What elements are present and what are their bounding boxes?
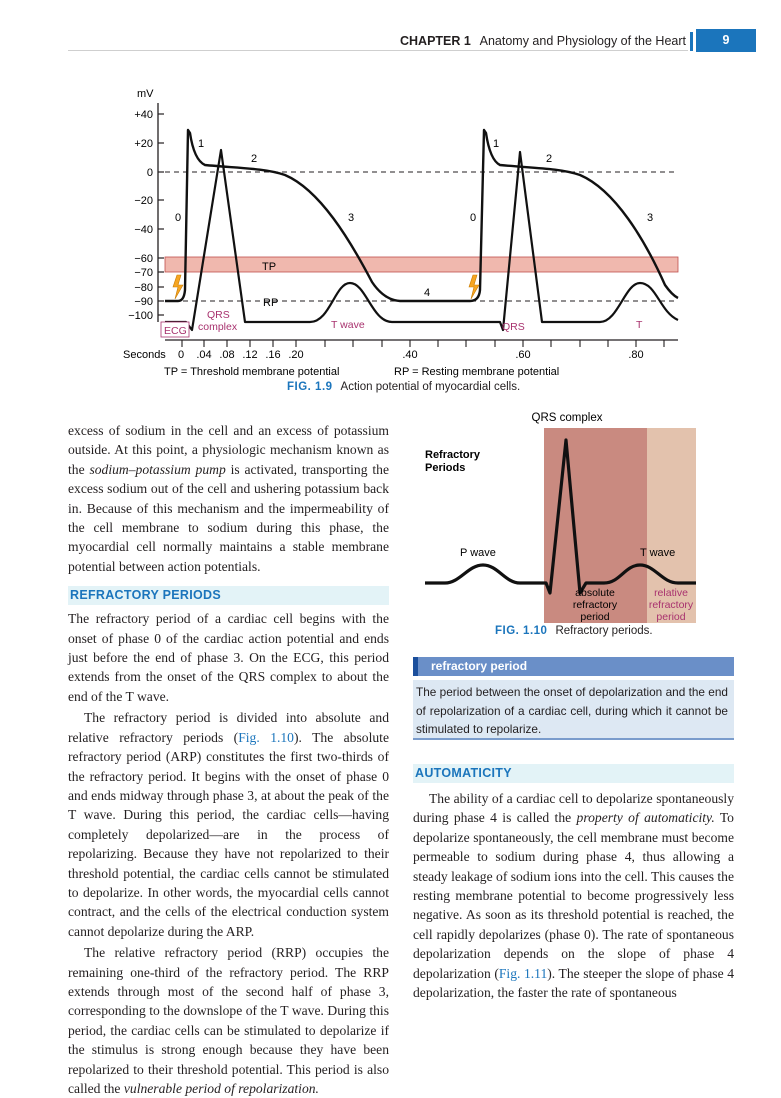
phase-label: 2: [251, 153, 258, 165]
y-axis-unit: mV: [137, 88, 154, 100]
legend-tp: TP = Threshold membrane potential: [164, 366, 340, 378]
definition-text: The period between the onset of depolarization and the end of repolarization of a cardiac cell, during which it cannot be stimulated to repolarize.: [413, 680, 734, 738]
tp-band: [165, 257, 678, 272]
absolute-label: absolute: [575, 587, 615, 599]
definition-term-text: refractory period: [431, 659, 528, 673]
text-run: The refractory period is divided into absolute and relative refractory periods (: [68, 710, 389, 745]
x-tick-label: .40: [402, 349, 418, 361]
relative-label: relative: [654, 587, 688, 599]
chapter-label: CHAPTER 1: [399, 34, 471, 48]
y-tick-marks: [158, 114, 164, 315]
legend-rp: RP = Resting membrane potential: [394, 366, 560, 378]
paragraph: The refractory period of a cardiac cell begins with the onset of phase 0 of the cardiac action potential and ends just before the end of phase 3. On the ECG, this period extends from the onset of the QRS complex to about the end of the T wave.: [68, 611, 389, 704]
paragraph: [413, 789, 734, 1002]
x-tick-label: .20: [288, 349, 304, 361]
header-rule: [68, 50, 688, 51]
x-tick-label: .80: [628, 349, 644, 361]
text-run: ). The steeper the slope of phase 4 depolarization, the faster the rate of spontaneous: [413, 965, 734, 1001]
x-tick-label: .12: [242, 349, 258, 361]
y-tick-label: 0: [146, 167, 153, 179]
emphasis: sodium–potassium pump: [89, 461, 226, 477]
y-tick-label: −80: [134, 282, 153, 294]
y-tick-label: +40: [134, 109, 153, 121]
definition-term: [413, 657, 734, 676]
figure-1-9-caption: [287, 381, 520, 393]
figure-1-9-action-potential: [0, 60, 781, 378]
phase-label: 0: [470, 212, 477, 224]
phase-label: 3: [647, 212, 654, 224]
left-column: [68, 421, 389, 1098]
emphasis: property of automaticity.: [576, 810, 715, 826]
t-wave-label: T wave: [331, 319, 365, 331]
y-tick-label: −20: [134, 195, 153, 207]
ecg-curve: [165, 150, 678, 330]
x-tick-marks: [182, 340, 664, 347]
phase-label: 0: [175, 212, 182, 224]
t-label: T: [636, 319, 643, 331]
ecg-label: ECG: [164, 325, 187, 337]
x-tick-label: .08: [219, 349, 235, 361]
paragraph: [68, 421, 389, 576]
panel-title: Refractory: [425, 449, 481, 461]
caption-text: Action potential of myocardial cells.: [340, 381, 521, 393]
caption-number: FIG. 1.10: [495, 625, 548, 637]
phase-label: 4: [424, 287, 431, 299]
y-tick-label: −40: [134, 224, 153, 236]
right-column: [413, 764, 734, 1002]
x-tick-label: .60: [515, 349, 531, 361]
section-heading: REFRACTORY PERIODS: [68, 586, 389, 605]
caption-text: Refractory periods.: [555, 625, 653, 637]
phase-label: 1: [198, 138, 205, 150]
qrs-label: QRS: [207, 309, 230, 321]
header-divider-bar: [690, 32, 693, 51]
text-run: The relative refractory period (RRP) occupies the remaining one-third of the refractory period. The RRP extends through most of the second half of phase 3, corresponding to the downslope of the T wave. During this period, the cardiac cells can be stimulated to depolarize if the stimulus is strong enough because they have been repolarized to their threshold potential. This period is also called the: [68, 945, 389, 1096]
definition-marker: [413, 657, 418, 676]
page-number: 9: [696, 29, 756, 52]
running-head: [0, 0, 781, 60]
figure-1-10-refractory-periods: [413, 404, 743, 624]
relative-label: period: [656, 611, 686, 623]
tp-label: TP: [262, 261, 277, 273]
relative-label: refractory: [648, 599, 694, 611]
qrs-complex-label: QRS complex: [531, 412, 603, 424]
definition-box: [413, 657, 734, 740]
header-text: [380, 34, 686, 48]
phase-label: 1: [493, 138, 500, 150]
text-run: is activated, transporting the excess sodium out of the cell and ushering potassium back in. Because of this mechanism and the impermeability of the cell membrane to sodium during this phase, the myocardial cell normally maintains a stable membrane potential between action potentials.: [68, 461, 389, 574]
paragraph: [68, 943, 389, 1098]
qrs-label: QRS: [502, 321, 525, 333]
y-tick-label: −70: [134, 267, 153, 279]
x-tick-label: .16: [265, 349, 281, 361]
y-tick-label: −100: [128, 310, 153, 322]
absolute-label: refractory: [572, 599, 618, 611]
x-tick-label: 0: [177, 349, 185, 361]
panel-title: Periods: [425, 462, 466, 474]
section-heading: AUTOMATICITY: [413, 764, 734, 783]
text-run: excess of sodium in the cell and an excess of potassium outside. At this point, a physiologic mechanism known as the: [68, 423, 389, 477]
t-wave-label: T wave: [640, 547, 676, 559]
absolute-label: period: [580, 611, 610, 623]
text-run: To depolarize spontaneously, the cell membrane must become permeable to sodium during phase 4, thus allowing a steady leakage of sodium ions into the cell. This causes the resting membrane potential to become progressively less negative. As soon as its threshold potential is reached, the cell rapidly depolarizes (phase 0). The rate of spontaneous depolarization depends on the slope of phase 4 depolarization (: [413, 810, 735, 981]
figure-link[interactable]: Fig. 1.10: [238, 729, 294, 745]
phase-label: 3: [348, 212, 355, 224]
action-potential-curve: [165, 130, 678, 301]
emphasis: vulnerable period of repolarization.: [123, 1081, 319, 1096]
text-run: The ability of a cardiac cell to depolarize spontaneously during phase 4 is called the: [413, 791, 734, 826]
x-axis-title: Seconds: [123, 349, 166, 361]
text-run: ). The absolute refractory period (ARP) constitutes the first two-thirds of the refractory period. It begins with the onset of phase 0 and ends midway through phase 3, at about the peak of the T wave. During this period, the cardiac cells—having completely depolarized—are in the process of repolarizing. Because they have not repolarized to their threshold potential, the cardiac cells cannot be stimulated to depolarize. In other words, the myocardial cells cannot contract, and the cells of the electrical conduction system cannot depolarize during the ARP.: [68, 729, 389, 939]
figure-1-10-caption: [495, 625, 653, 637]
y-tick-label: −90: [134, 296, 153, 308]
p-wave-label: P wave: [460, 547, 496, 559]
chapter-title: Anatomy and Physiology of the Heart: [479, 34, 686, 48]
caption-number: FIG. 1.9: [287, 381, 333, 393]
y-tick-label: −60: [134, 253, 153, 265]
figure-link[interactable]: Fig. 1.11: [498, 965, 548, 981]
y-tick-label: +20: [134, 138, 153, 150]
phase-label: 2: [546, 153, 553, 165]
stimulus-bolt-icon: [173, 275, 183, 299]
x-tick-label: .04: [196, 349, 212, 361]
qrs-label: complex: [198, 321, 238, 333]
rp-label: RP: [263, 297, 279, 309]
paragraph: [68, 708, 389, 941]
